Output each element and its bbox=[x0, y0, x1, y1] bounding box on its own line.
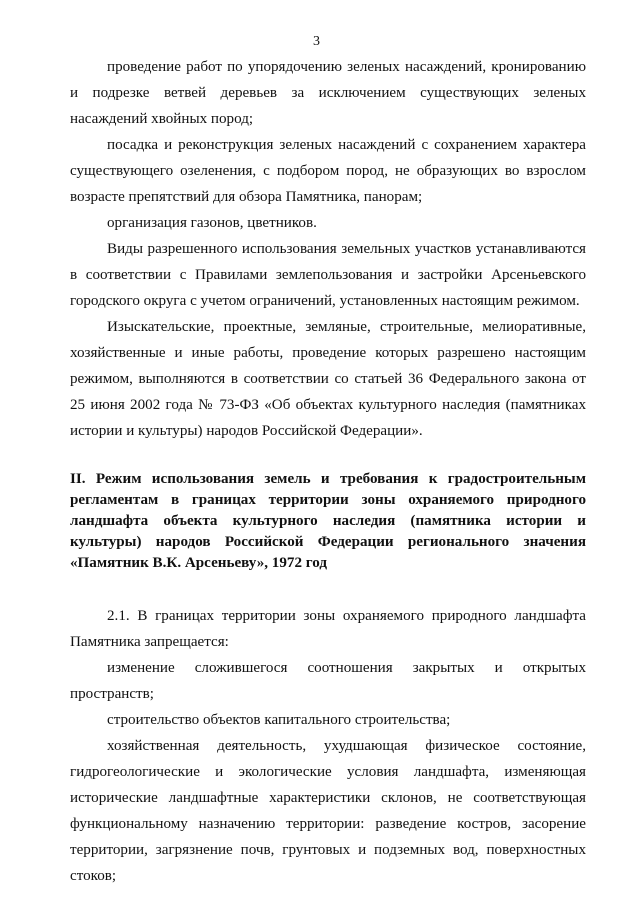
paragraph-planting: посадка и реконструкция зеленых насаждений с сохранением характера существующего озеленения, с подбором пород, не образующих во взрослом возрасте препятствий для обзора Памятника, панорам; bbox=[70, 137, 586, 205]
paragraph-pruning-works: проведение работ по упорядочению зеленых насаждений, кронированию и подрезке ветвей деревьев за исключением существующих зеленых насаждений хвойных пород; bbox=[70, 59, 586, 127]
paragraph-land-use-types: Виды разрешенного использования земельных участков устанавливаются в соответствии с Правилами землепользования и застройки Арсеньевского городского округа с учетом ограничений, установленных настоящим режимом. bbox=[70, 241, 586, 309]
document-body bbox=[70, 54, 586, 889]
paragraph-capital-construction: строительство объектов капитального строительства; bbox=[107, 712, 451, 728]
paragraph-lawns: организация газонов, цветников. bbox=[107, 215, 317, 231]
section-spacer bbox=[70, 574, 586, 603]
paragraph-economic-activity: хозяйственная деятельность, ухудшающая физическое состояние, гидрогеологические и экологические условия ландшафта, изменяющая исторические ландшафтные характеристики склонов, не соответствующая функциональному назначению территории: разведение костров, засорение территории, загрязнение почв, грунтовых и подземных вод, поверхностных стоков; bbox=[70, 738, 586, 884]
paragraph-spaces-ratio: изменение сложившегося соотношения закрытых и открытых пространств; bbox=[70, 660, 586, 702]
paragraph-clause-2-1: 2.1. В границах территории зоны охраняемого природного ландшафта Памятника запрещается: bbox=[70, 608, 586, 650]
section-heading: II. Режим использования земель и требования к градостроительным регламентам в границах территории зоны охраняемого природного ландшафта объекта культурного наследия (памятника истории и культуры) народов Российской Федерации регионального значения «Памятник В.К. Арсеньеву», 1972 год bbox=[70, 471, 586, 571]
page-number: 3 bbox=[313, 34, 320, 49]
paragraph-survey-works: Изыскательские, проектные, земляные, строительные, мелиоративные, хозяйственные и иные работы, проведение которых разрешено настоящим режимом, выполняются в соответствии со статьей 36 Федерального закона от 25 июня 2002 года № 73-ФЗ «Об объектах культурного наследия (памятниках истории и культуры) народов Российской Федерации». bbox=[70, 319, 586, 439]
